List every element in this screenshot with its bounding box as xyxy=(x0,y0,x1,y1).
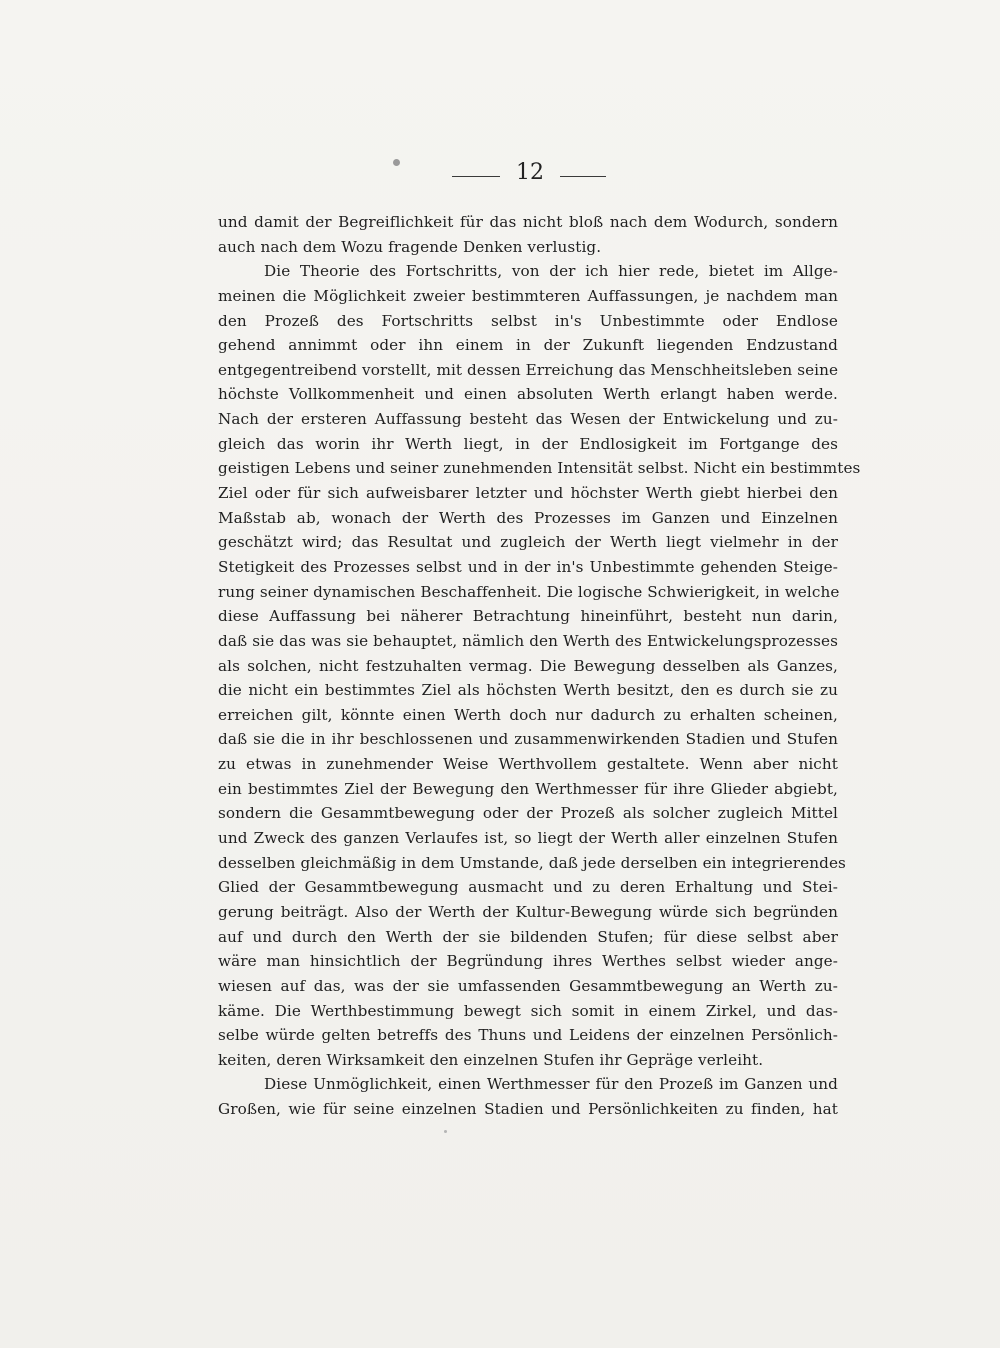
text-line: daß sie die in ihr beschlossenen und zusammenwirkenden Stadien und Stufen xyxy=(218,730,838,749)
text-line: entgegentreibend vorstellt, mit dessen Erreichung das Menschheitsleben seine xyxy=(218,360,839,379)
text-line: Die Theorie des Fortschritts, von der ich hier rede, bietet im Allge- xyxy=(264,262,838,281)
text-line: ein bestimmtes Ziel der Bewegung den Werthmesser für ihre Glieder abgiebt, xyxy=(218,779,838,798)
text-line: Großen, wie für seine einzelnen Stadien und Persönlichkeiten zu finden, hat xyxy=(218,1100,838,1119)
text-line: Diese Unmöglichkeit, einen Werthmesser für den Prozeß im Ganzen und xyxy=(264,1075,838,1094)
text-line: und Zweck des ganzen Verlaufes ist, so liegt der Werth aller einzelnen Stufen xyxy=(218,829,838,848)
text-line: gehend annimmt oder ihn einem in der Zukunft liegenden Endzustand xyxy=(218,336,838,355)
text-line: gleich das worin ihr Werth liegt, in der Endlosigkeit im Fortgange des xyxy=(218,434,838,453)
text-line: auch nach dem Wozu fragende Denken verlustig. xyxy=(218,237,602,256)
ink-speck xyxy=(444,1130,447,1133)
text-line: geschätzt wird; das Resultat und zugleich der Werth liegt vielmehr in der xyxy=(218,533,838,552)
body-text xyxy=(218,210,861,1122)
text-line: auf und durch den Werth der sie bildenden Stufen; für diese selbst aber xyxy=(218,927,838,946)
text-line: gerung beiträgt. Also der Werth der Kultur-Bewegung würde sich begründen xyxy=(218,902,838,921)
page-number: 12 xyxy=(516,160,544,185)
text-line: Stetigkeit des Prozesses selbst und in der in's Unbestimmte gehenden Steige- xyxy=(218,557,838,576)
text-line: zu etwas in zunehmender Weise Werthvollem gestaltete. Wenn aber nicht xyxy=(218,755,838,774)
text-line: Glied der Gesammtbewegung ausmacht und zu deren Erhaltung und Stei- xyxy=(218,878,838,897)
text-line: erreichen gilt, könnte einen Werth doch nur dadurch zu erhalten scheinen, xyxy=(218,705,838,724)
ink-speck xyxy=(393,159,400,166)
text-line: rung seiner dynamischen Beschaffenheit. Die logische Schwierigkeit, in welche xyxy=(218,582,840,601)
text-line: den Prozeß des Fortschritts selbst in's Unbestimmte oder Endlose xyxy=(218,311,838,330)
text-line: und damit der Begreiflichkeit für das nicht bloß nach dem Wodurch, sondern xyxy=(218,213,838,231)
text-line: daß sie das was sie behauptet, nämlich den Werth des Entwickelungsprozesses xyxy=(218,631,838,650)
text-line: Ziel oder für sich aufweisbarer letzter und höchster Werth giebt hierbei den xyxy=(218,484,838,503)
text-line: die nicht ein bestimmtes Ziel als höchsten Werth besitzt, den es durch sie zu xyxy=(218,681,838,700)
text-line: keiten, deren Wirksamkeit den einzelnen Stufen ihr Gepräge verleiht. xyxy=(218,1050,764,1069)
text-line: käme. Die Werthbestimmung bewegt sich somit in einem Zirkel, und das- xyxy=(218,1001,838,1020)
text-line: diese Auffassung bei näherer Betrachtung hineinführt, besteht nun darin, xyxy=(218,607,838,626)
text-line: wiesen auf das, was der sie umfassenden Gesammtbewegung an Werth zu- xyxy=(218,976,838,995)
text-line: Nach der ersteren Auffassung besteht das Wesen der Entwickelung und zu- xyxy=(218,410,838,429)
text-line: selbe würde gelten betreffs des Thuns und Leidens der einzelnen Persönlich- xyxy=(218,1026,838,1045)
header-rule-left xyxy=(452,176,500,177)
text-line: sondern die Gesammtbewegung oder der Prozeß als solcher zugleich Mittel xyxy=(218,804,838,823)
text-line: als solchen, nicht festzuhalten vermag. Die Bewegung desselben als Ganzes, xyxy=(218,656,838,675)
text-line: geistigen Lebens und seiner zunehmenden Intensität selbst. Nicht ein bestimmtes xyxy=(218,459,861,478)
text-line: höchste Vollkommenheit und einen absoluten Werth erlangt haben werde. xyxy=(218,385,838,404)
text-line: wäre man hinsichtlich der Begründung ihres Werthes selbst wieder ange- xyxy=(218,952,838,971)
header-rule-right xyxy=(560,176,606,177)
text-line: desselben gleichmäßig in dem Umstande, daß jede derselben ein integrierendes xyxy=(218,853,846,872)
text-line: Maßstab ab, wonach der Werth des Prozesses im Ganzen und Einzelnen xyxy=(218,508,838,527)
text-line: meinen die Möglichkeit zweier bestimmteren Auffassungen, je nachdem man xyxy=(218,286,838,305)
